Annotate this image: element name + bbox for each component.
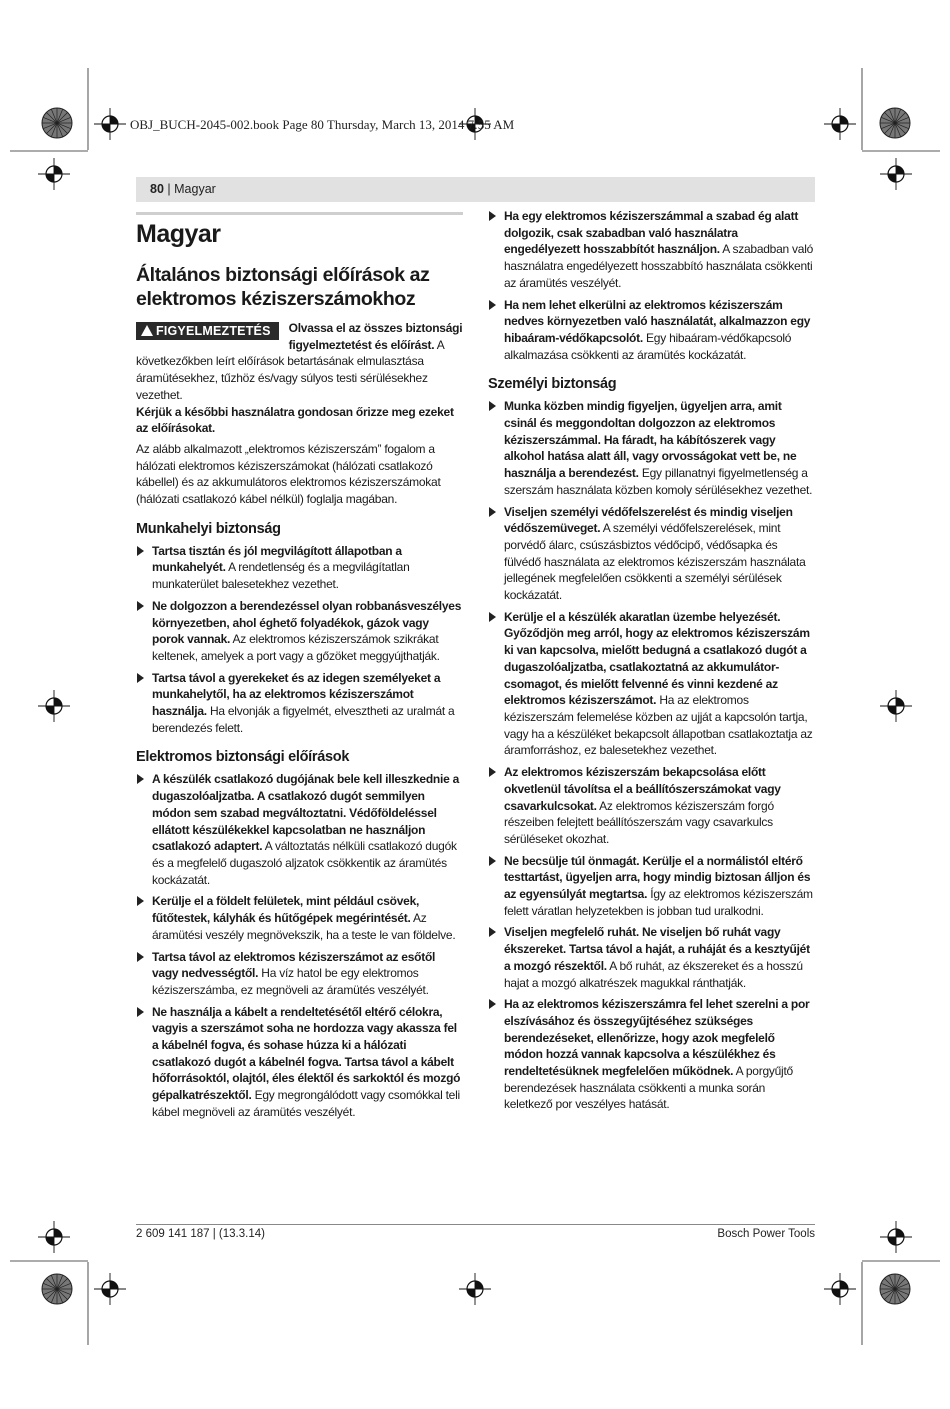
item-text: A porgyűjtő berendezések használata csökkenti a munka során keletkező por veszélyes hatását.: [504, 1064, 793, 1112]
item-text: A szabadban való használatra engedélyezett hosszabbító használata csökkenti az áramütés veszélyét.: [504, 242, 814, 290]
list-item: [488, 208, 815, 292]
item-text: Ha víz hatol be egy elektromos kéziszerszámba, ez megnöveli az áramütés veszélyét.: [152, 966, 429, 997]
warning-lead: Olvassa el az összes biztonsági figyelmeztetést és előírást.: [288, 321, 463, 352]
list-item: [488, 764, 815, 848]
bullet-triangle-icon: [137, 601, 144, 611]
list-item: [136, 670, 463, 737]
list-item: [488, 609, 815, 759]
list-item: [488, 853, 815, 920]
item-text: Egy megrongálódott vagy csomókkal teli kábel megnöveli az áramütés veszélyét.: [152, 1088, 460, 1119]
warning-triangle-icon: [141, 325, 153, 336]
item-bold: Az elektromos kéziszerszám bekapcsolása előtt okvetlenül távolítsa el a beállítószerszámokat vagy csavarkulcsokat.: [504, 765, 781, 813]
print-slug: OBJ_BUCH-2045-002.book Page 80 Thursday, March 13, 2014 7:55 AM: [130, 117, 515, 132]
right-column: [488, 208, 815, 1118]
list-item: [136, 949, 463, 999]
item-text: A bő ruhát, az ékszereket és a hosszú hajat a mozgó alkatrészek magukkal ránthatják.: [504, 958, 803, 990]
list-item: [488, 924, 815, 991]
item-bold: Munka közben mindig figyeljen, ügyeljen arra, amit csinál és meggondoltan dolgozzon az elektromos kéziszerszámmal. Ha fáradt, ha kábítószerek vagy alkohol hatása alatt áll, vagy orvosságokat vett be, ne használja a berendezést.: [504, 399, 797, 481]
item-bold: Ne dolgozzon a berendezéssel olyan robbanásveszélyes környezetben, ahol éghető folyadékok, gázok vagy porok vannak.: [152, 598, 462, 647]
item-bold: Viseljen személyi védőfelszerelést és mindig viseljen védőszemüveget.: [504, 504, 793, 536]
item-bold: A készülék csatlakozó dugójának bele kell illeszkednie a dugaszolóaljzatba. A csatlakozó dugót semmilyen módon sem szabad megváltoztatni. Védőföldeléssel ellátott készülékekkel kapcsolatban ne használjon csatlakozó adaptert.: [152, 772, 460, 854]
list-item: [136, 1004, 463, 1121]
list-personal: [488, 398, 815, 1113]
item-bold: Ha nem lehet elkerülni az elektromos kéziszerszám nedves környezetben való használatát, alkalmazzon egy hibaáram-védőkapcsolót.: [504, 297, 811, 345]
item-text: Az áramütési veszély megnövekszik, ha a teste le van földelve.: [152, 911, 456, 942]
list-item: [488, 504, 815, 604]
item-bold: Ha az elektromos kéziszerszámra fel lehet szerelni a por elszívásához és összegyűjtéséhez szükséges berendezéseket, ellenőrizze, hogy azok megfelelő módon hozzá vannak kapcsolva a készülékhez és rendeltetésüknek megfelelően működnek.: [504, 997, 810, 1079]
bullet-triangle-icon: [489, 927, 496, 937]
column-rule: [136, 212, 463, 215]
warning-badge-label: FIGYELMEZTETÉS: [156, 324, 271, 338]
list-item: [488, 996, 815, 1113]
item-text: A rendetlenség és a megvilágítatlan munkaterület balesetekhez vezethet.: [152, 560, 410, 592]
item-text: Egy pillanatnyi figyelmetlenség a szerszám használata közben komoly sérülésekhez vezethet.: [504, 466, 813, 497]
bullet-triangle-icon: [137, 774, 144, 784]
item-text: A változtatás nélküli csatlakozó dugók és a megfelelő dugaszoló aljzatok csökkentik az áramütés kockázatát.: [152, 839, 457, 887]
bullet-triangle-icon: [137, 896, 144, 906]
header-separator: |: [167, 182, 171, 196]
bullet-triangle-icon: [489, 300, 496, 310]
item-text: Így az elektromos kéziszerszám felett váratlan helyzetekben is jobban tud uralkodni.: [504, 887, 813, 918]
footer-doc-number: 2 609 141 187 | (13.3.14): [136, 1228, 265, 1240]
item-bold: Ne becsülje túl önmagát. Kerülje el a normálistól eltérő testtartást, ügyeljen arra, hogy mindig biztosan álljon és az egyensúlyát megtartsa.: [504, 853, 811, 902]
list-workplace: [136, 543, 463, 737]
bullet-triangle-icon: [137, 1007, 144, 1017]
list-electrical-continued: [488, 208, 815, 363]
item-text: Az elektromos kéziszerszámok szikrákat keltenek, amelyek a port vagy a gőzöket meggyújthatják.: [152, 632, 440, 663]
list-electrical: [136, 771, 463, 1120]
bullet-triangle-icon: [489, 612, 496, 622]
running-header: [150, 182, 216, 196]
bullet-triangle-icon: [489, 767, 496, 777]
header-band: [136, 177, 815, 202]
list-item: [488, 398, 815, 498]
bullet-triangle-icon: [137, 952, 144, 962]
left-column: [136, 218, 463, 1126]
bullet-triangle-icon: [489, 999, 496, 1009]
list-item: [136, 598, 463, 665]
warning-block: [136, 320, 463, 404]
list-item: [136, 543, 463, 593]
item-text: Egy hibaáram-védőkapcsoló alkalmazása csökkenti az áramütés kockázatát.: [504, 330, 792, 362]
language-title: Magyar: [136, 220, 221, 248]
warning-badge: [136, 322, 279, 340]
warning-text: A következőkben leírt előírások betartásának elmulasztása áramütésekhez, tűzhöz és/vagy súlyos testi sérülésekhez vezethet.: [136, 337, 444, 402]
bullet-triangle-icon: [489, 401, 496, 411]
page-title: Általános biztonsági előírások az elektromos kéziszerszámokhoz: [136, 264, 430, 310]
bullet-triangle-icon: [137, 673, 144, 683]
definition-paragraph: Az alább alkalmazott „elektromos kéziszerszám” fogalom a hálózati elektromos kéziszerszámokat (hálózati csatlakozó kábellel) és az akkumulátoros elektromos kéziszerszámokat (hálózati csatlakozó kábel nélkül) foglalja magában.: [136, 441, 441, 507]
item-bold: Tartsa tisztán és jól megvilágított állapotban a munkahelyét.: [152, 543, 402, 575]
header-section: Magyar: [174, 182, 216, 196]
item-bold: Viseljen megfelelő ruhát. Ne viseljen bő ruhát vagy ékszereket. Tartsa távol a haját, a ruháját és a kesztyűjét a mozgó részektől.: [504, 925, 810, 973]
list-item: [136, 893, 463, 943]
footer-rule: [136, 1224, 815, 1225]
item-bold: Ha egy elektromos kéziszerszámmal a szabad ég alatt dolgozik, csak szabadban való használatra engedélyezett hosszabbítót használjon.: [504, 209, 799, 257]
item-text: A személyi védőfelszerelések, mint porvédő álarc, csúszásbiztos védőcipő, védősapka és fülvédő használata az elektromos kéziszerszám használata jellegének megfelelően csökkenti a személyi sérülések kockázatát.: [504, 521, 806, 603]
bullet-triangle-icon: [489, 856, 496, 866]
item-text: Ha az elektromos kéziszerszám felemelése közben az ujját a kapcsolón tartja, vagy ha a készüléket bekapcsolt állapotban csatlakoztatja az áramforráshoz, ez balesetekhez vezethet.: [504, 693, 813, 758]
item-bold: Ne használja a kábelt a rendeltetésétől eltérő célokra, vagyis a szerszámot soha ne hordozza vagy akassza fel a kábelnél fogva, és sohase húzza ki a hálózati csatlakozó dugót a kábelnél fogva. Tartsa távol a kábelt hőforrásoktól, olajtól, éles élektől és sarkoktól és mozgó gépalkatrészektől.: [152, 1004, 461, 1103]
section-heading-electrical: Elektromos biztonsági előírások: [136, 749, 350, 766]
bullet-triangle-icon: [489, 211, 496, 221]
item-bold: Kerülje el a készülék akaratlan üzembe helyezését. Győződjön meg arról, hogy az elektromos kéziszerszám ki van kapcsolva, mielőtt bedugná a csatlakozó dugót a dugaszolóaljzatba, csatlakoztatná az akkumulátor-csomagot, és mielőtt felvenné és vinni kezdené az elektromos kéziszerszámot.: [504, 609, 810, 708]
section-heading-workplace: Munkahelyi biztonság: [136, 520, 281, 537]
page-number: 80: [150, 182, 164, 196]
item-text: Ha elvonják a figyelmét, elvesztheti az uralmát a berendezés felett.: [152, 704, 455, 735]
list-item: [488, 297, 815, 364]
list-item: [136, 771, 463, 888]
keep-note: Kérjük a későbbi használatra gondosan őrizze meg ezeket az előírásokat.: [136, 404, 454, 436]
item-bold: Tartsa távol az elektromos kéziszerszámot az esőtől vagy nedvességtől.: [152, 949, 436, 981]
item-text: Az elektromos kéziszerszám forgó részeiben felejtett beállítószerszám vagy csavarkulcs sérüléseket okozhat.: [504, 798, 774, 846]
section-heading-personal: Személyi biztonság: [488, 376, 617, 393]
item-bold: Kerülje el a földelt felületek, mint például csövek, fűtőtestek, kályhák és hűtőgépek megérintését.: [152, 894, 420, 926]
bullet-triangle-icon: [137, 546, 144, 556]
bullet-triangle-icon: [489, 507, 496, 517]
footer-brand: Bosch Power Tools: [717, 1228, 815, 1240]
item-bold: Tartsa távol a gyerekeket és az idegen személyeket a munkahelytől, ha az elektromos kéziszerszámot használja.: [152, 670, 441, 719]
